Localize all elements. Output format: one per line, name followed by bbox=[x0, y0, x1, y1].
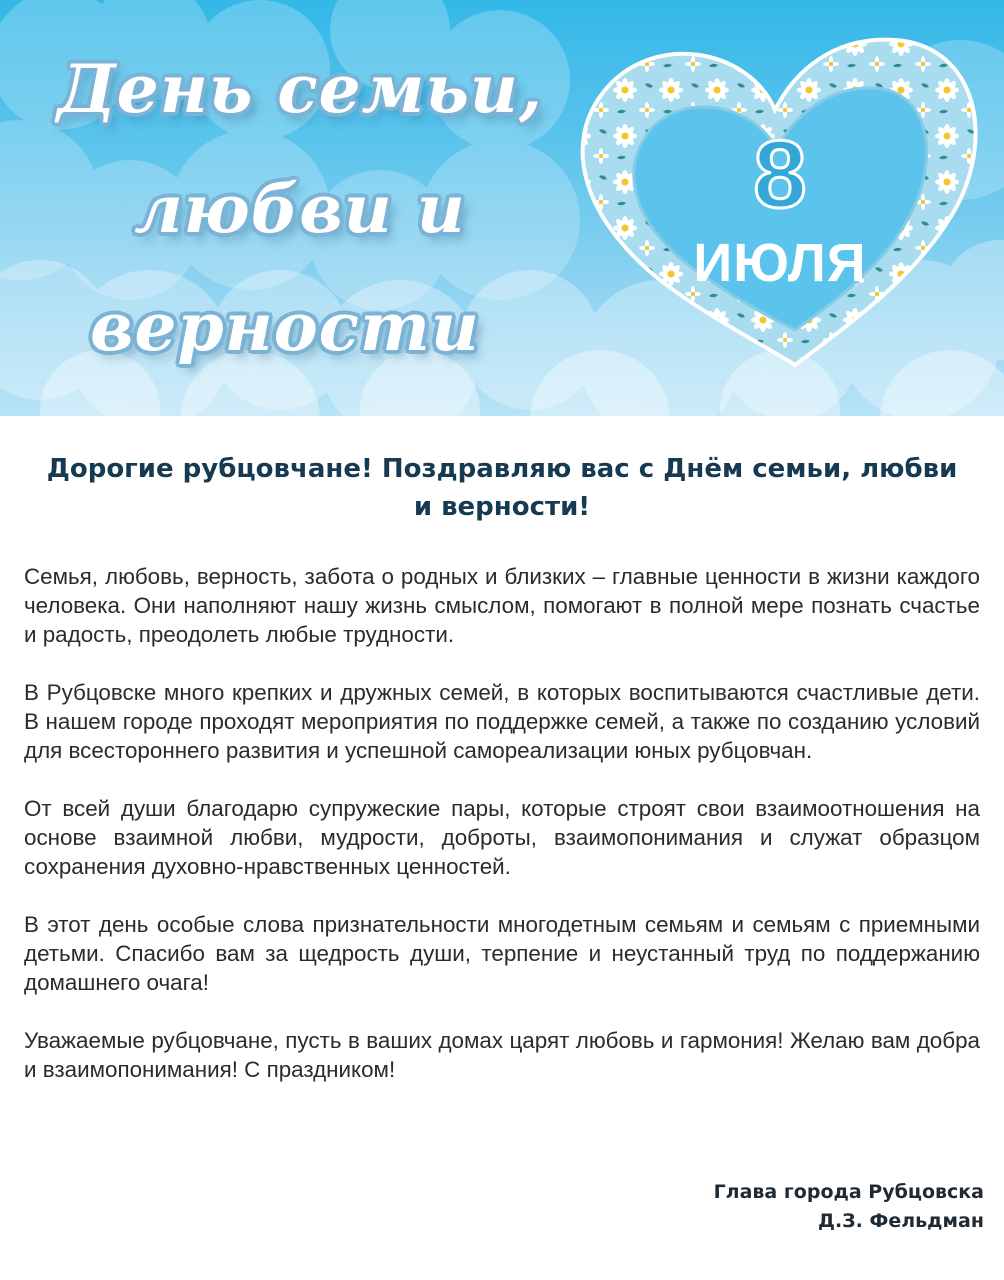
signature-name: Д.З. Фельдман bbox=[818, 1210, 984, 1232]
date-month: ИЮЛЯ bbox=[693, 233, 867, 293]
paragraph: От всей души благодарю супружеские пары, которые строят свои взаимоотношения на основе взаимной любви, мудрости, доброты, взаимопонимания и служат образцом сохранения духовно-нравственных ценностей. bbox=[24, 796, 980, 879]
signature-block bbox=[714, 1178, 984, 1236]
paragraph: В этот день особые слова признательности многодетным семьям и семьям с приемными детьми. Спасибо вам за щедрость души, терпение и неустанный труд по поддержанию домашнего очага! bbox=[24, 912, 980, 995]
holiday-banner bbox=[0, 0, 1004, 416]
letter-body bbox=[0, 416, 1004, 1232]
banner-title-line-1: День семьи, bbox=[57, 50, 543, 128]
paragraph: Семья, любовь, верность, забота о родных и близких – главные ценности в жизни каждого человека. Они наполняют нашу жизнь смыслом, помогают в полной мере познать счастье и радость, преодолеть любые трудности. bbox=[24, 564, 980, 647]
signature-title: Глава города Рубцовска bbox=[713, 1181, 984, 1203]
paragraph: Уважаемые рубцовчане, пусть в ваших домах царят любовь и гармония! Желаю вам добра и взаимопонимания! С праздником! bbox=[24, 1028, 980, 1082]
banner-title-line-3: верности bbox=[90, 288, 480, 366]
banner-title-line-2: любви и bbox=[134, 170, 466, 248]
date-day: 8 bbox=[753, 121, 807, 228]
paragraph: В Рубцовске много крепких и дружных семей, в которых воспитываются счастливые дети. В нашем городе проходят мероприятия по поддержке семей, а также по созданию условий для всестороннего развития и успешной самореализации юных рубцовчан. bbox=[24, 680, 980, 763]
greeting-heading: Дорогие рубцовчане! Поздравляю вас с Днём семьи, любви и верности! bbox=[46, 454, 958, 522]
